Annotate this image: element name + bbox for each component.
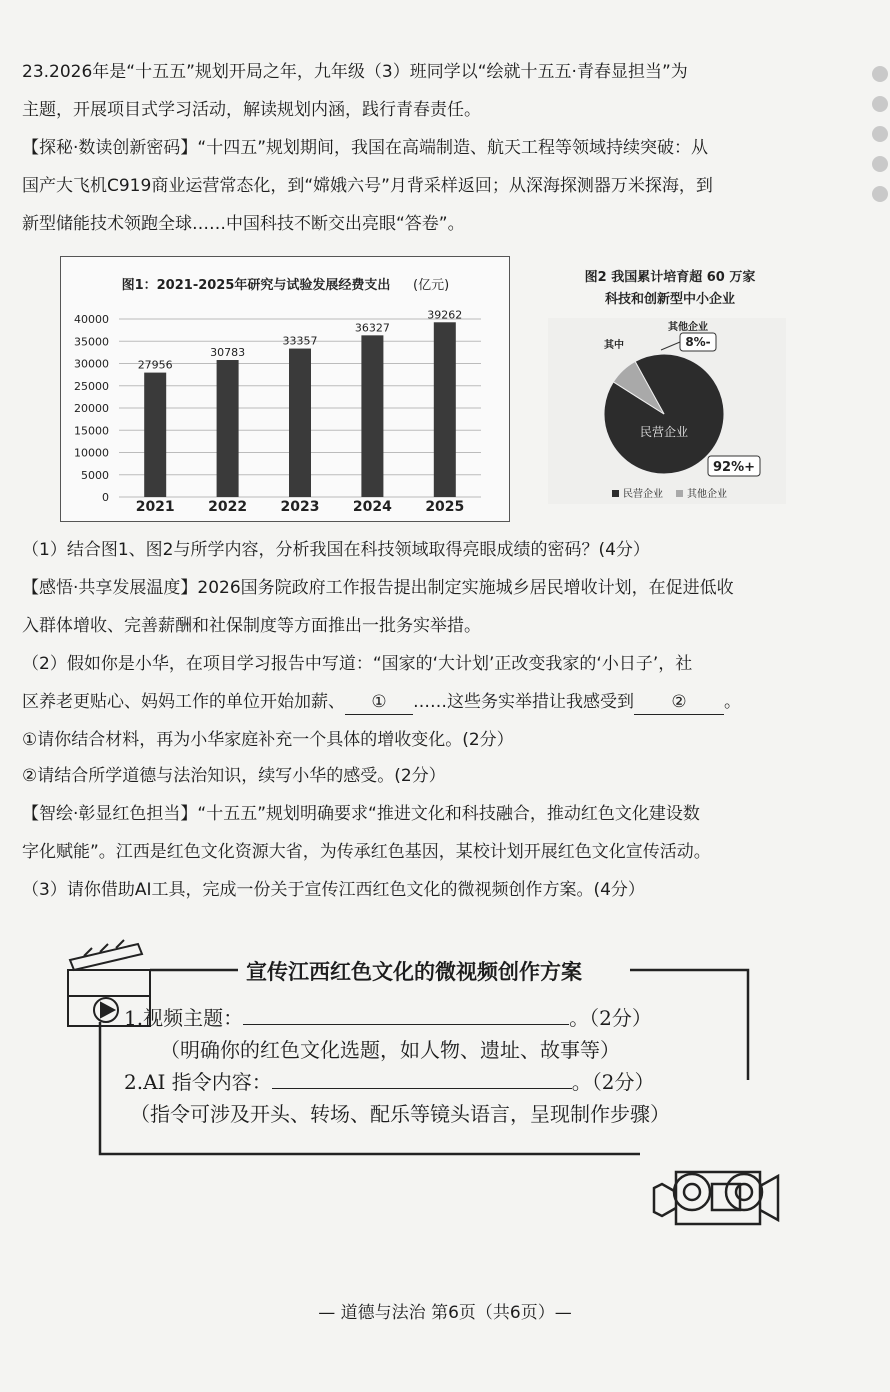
chart1-unit: (亿元) xyxy=(413,278,450,293)
y-tick-label: 25000 xyxy=(74,379,109,393)
y-tick-label: 30000 xyxy=(74,357,109,371)
plan-item1-hint: （明确你的红色文化选题，如人物、遗址、故事等） xyxy=(160,1038,620,1062)
bar-value-label: 30783 xyxy=(210,346,246,360)
binding-holes xyxy=(862,52,890,202)
x-tick-label: 2023 xyxy=(280,499,320,515)
plan-item1-label: 1.视频主题： xyxy=(124,1006,244,1030)
section1-line3: 新型储能技术领跑全球……中国科技不断交出亮眼“答卷”。 xyxy=(22,214,465,234)
bar-value-label: 27956 xyxy=(137,358,173,372)
question-1: （1）结合图1、图2与所学内容，分析我国在科技领域取得亮眼成绩的密码？(4分） xyxy=(22,540,650,560)
x-tick-label: 2022 xyxy=(208,499,248,515)
section3-line1: 【智绘·彰显红色担当】“十五五”规划明确要求“推进文化和科技融合，推动红色文化建设数 xyxy=(22,804,700,824)
q2-text-c: 。 xyxy=(724,692,741,712)
plan-title: 宣传江西红色文化的微视频创作方案 xyxy=(246,960,582,984)
plan-item2-hint: （指令可涉及开头、转场、配乐等镜头语言，呈现制作步骤） xyxy=(130,1102,670,1126)
question-2-line1: （2）假如你是小华，在项目学习报告中写道：“国家的‘大计划’正改变我家的‘小日子’，社 xyxy=(22,654,693,674)
q2-text-a: 区养老更贴心、妈妈工作的单位开始加薪、 xyxy=(22,692,345,712)
x-tick-label: 2021 xyxy=(135,499,175,515)
bar-2021 xyxy=(144,373,166,497)
y-tick-label: 20000 xyxy=(74,402,109,415)
x-tick-label: 2024 xyxy=(352,499,392,515)
pie-label-other: 8%- xyxy=(685,335,711,349)
y-tick-label: 15000 xyxy=(74,424,109,438)
q2-text-b: ……这些务实举措让我感受到 xyxy=(413,692,634,712)
y-tick-label: 40000 xyxy=(74,313,109,326)
section3-line2: 字化赋能”。江西是红色文化资源大省，为传承红色基因，某校计划开展红色文化宣传活动。 xyxy=(22,842,711,862)
bar-chart-svg xyxy=(61,257,509,521)
y-tick-label: 10000 xyxy=(74,446,109,460)
legend-other: 其他企业 xyxy=(687,489,727,500)
pie-callout-name: 其他企业 xyxy=(668,322,708,333)
chart2-title-line1: 图2 我国累计培育超 60 万家 xyxy=(584,270,756,285)
bar-2023 xyxy=(289,349,311,497)
legend-private: 民营企业 xyxy=(623,489,663,500)
pie-inner-label: 民营企业 xyxy=(639,425,689,439)
plan-item1 xyxy=(124,1002,652,1031)
figure1-bar-chart xyxy=(60,256,510,522)
pie-label-private: 92%+ xyxy=(712,460,756,475)
ai-prompt-blank[interactable] xyxy=(272,1068,572,1089)
y-tick-label: 35000 xyxy=(74,335,109,349)
q2-blank-2[interactable]: ② xyxy=(634,690,724,715)
plan-item2-label: 2.AI 指令内容： xyxy=(124,1070,272,1094)
pie-callout-prefix: 其中 xyxy=(604,340,624,351)
question-2-sub2: ②请结合所学道德与法治知识，续写小华的感受。(2分） xyxy=(22,766,446,786)
legend-swatch-private xyxy=(612,490,619,497)
bar-2024 xyxy=(361,335,383,497)
section2-line2: 入群体增收、完善薪酬和社保制度等方面推出一批务实举措。 xyxy=(22,616,481,636)
bar-value-label: 39262 xyxy=(427,308,463,322)
plan-item2 xyxy=(124,1066,655,1095)
chart1-title: 图1：2021-2025年研究与试验发展经费支出 xyxy=(121,278,391,293)
question-3: （3）请你借助AI工具，完成一份关于宣传江西红色文化的微视频创作方案。(4分） xyxy=(22,880,645,900)
bar-value-label: 36327 xyxy=(354,321,390,335)
y-tick-label: 0 xyxy=(102,491,109,504)
figure2-pie-chart xyxy=(548,318,786,504)
bar-value-label: 33357 xyxy=(282,334,318,348)
question-intro-line1: 23.2026年是“十五五”规划开局之年，九年级（3）班同学以“绘就十五五·青春显担当”为 xyxy=(22,62,688,82)
section1-line2: 国产大飞机C919商业运营常态化，到“嫦娥六号”月背采样返回；从深海探测器万米探海，到 xyxy=(22,176,713,196)
y-tick-label: 5000 xyxy=(81,468,109,482)
bar-2025 xyxy=(434,322,456,497)
chart2-title-line2: 科技和创新型中小企业 xyxy=(604,292,735,307)
bar-2022 xyxy=(217,360,239,497)
pie-chart-svg xyxy=(548,318,786,504)
legend-swatch-other xyxy=(676,490,683,497)
question-intro-line2: 主题，开展项目式学习活动，解读规划内涵，践行青春责任。 xyxy=(22,100,481,120)
x-tick-label: 2025 xyxy=(425,499,465,515)
section1-line1: 【探秘·数读创新密码】“十四五”规划期间，我国在高端制造、航天工程等领域持续突破：从 xyxy=(22,138,709,158)
question-2-line2 xyxy=(22,690,741,715)
plan-item2-end: 。（2分） xyxy=(571,1070,655,1094)
section2-line1: 【感悟·共享发展温度】2026国务院政府工作报告提出制定实施城乡居民增收计划，在促进低收 xyxy=(22,578,734,598)
plan-item1-end: 。（2分） xyxy=(569,1006,652,1030)
q2-blank-1[interactable]: ① xyxy=(345,690,413,715)
video-theme-blank[interactable] xyxy=(243,1004,569,1025)
question-2-sub1: ①请你结合材料，再为小华家庭补充一个具体的增收变化。(2分） xyxy=(22,730,514,750)
page-footer: — 道德与法治 第6页（共6页）— xyxy=(318,1303,572,1323)
movie-camera-icon xyxy=(654,1172,778,1224)
